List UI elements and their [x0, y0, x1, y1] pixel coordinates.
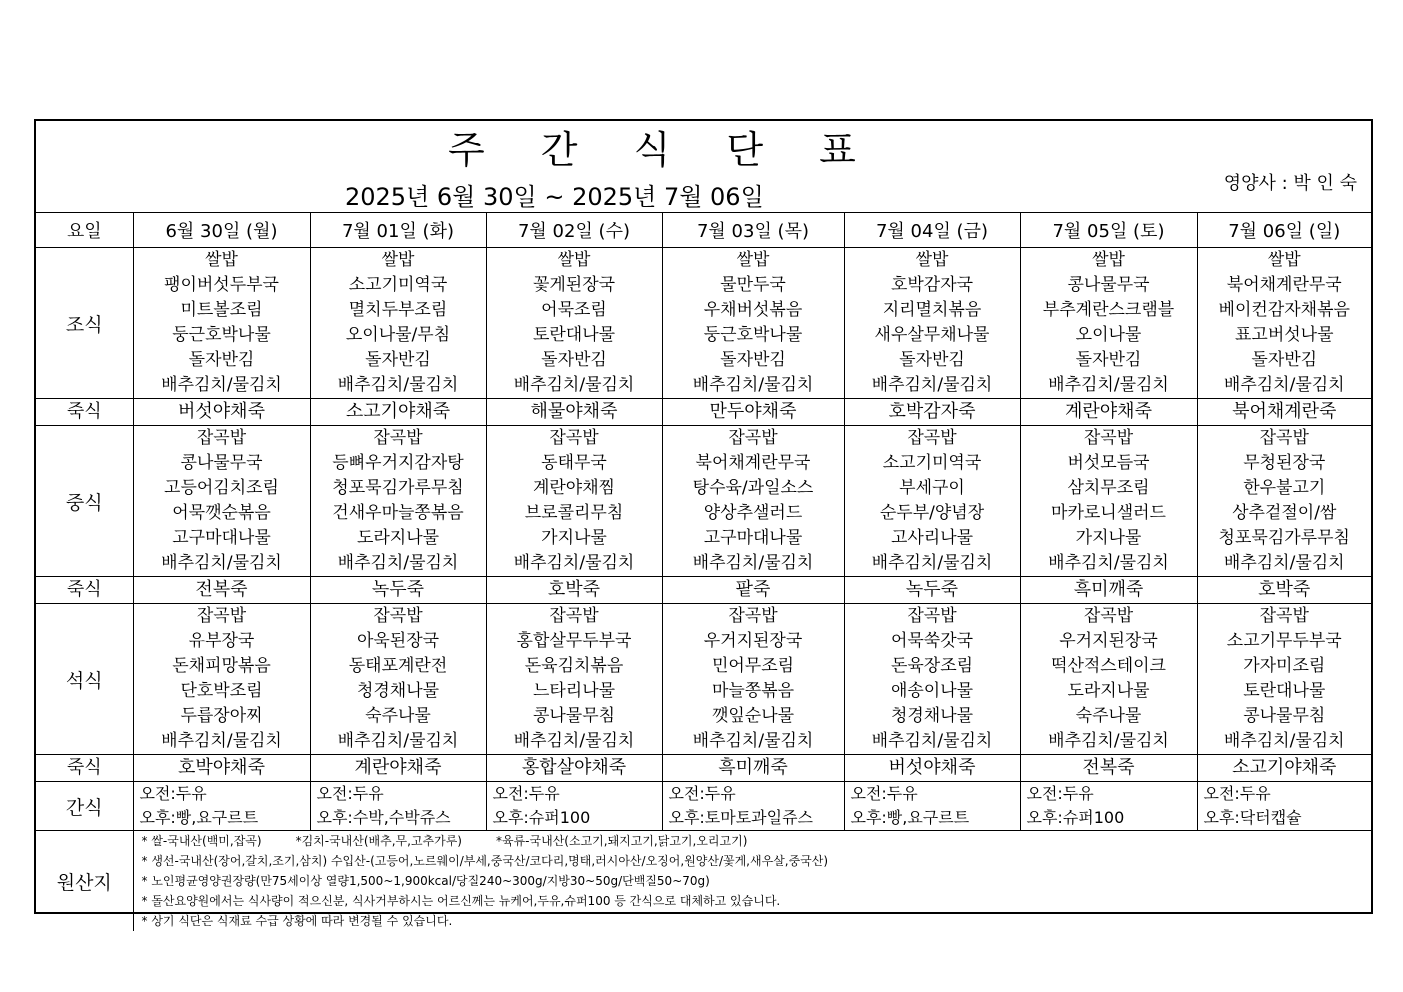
lunch-menu: 잡곡밥 동태무국 계란야채찜 브로콜리무침 가지나물 배추김치/물김치	[486, 426, 662, 577]
lunch-menu: 잡곡밥 소고기미역국 부세구이 순두부/양념장 고사리나물 배추김치/물김치	[844, 426, 1020, 577]
page-title: 주 간 식 단 표	[448, 128, 878, 172]
change-note: * 상기 식단은 식재료 수급 상황에 따라 변경될 수 있습니다.	[141, 914, 453, 928]
porridge-item: 계란야채죽	[1020, 399, 1197, 426]
origin-label: 원산지	[36, 831, 133, 932]
porridge-item: 계란야채죽	[310, 755, 486, 782]
day-header: 7월 04일 (금)	[844, 213, 1020, 248]
snack-cell: 오전:두유 오후:수박,수박쥬스	[310, 782, 486, 831]
day-header: 6월 30일 (월)	[133, 213, 310, 248]
porridge-item: 호박죽	[486, 577, 662, 604]
dietitian-name: 영양사 : 박 인 숙	[1223, 173, 1357, 194]
dinner-label: 석식	[36, 604, 133, 755]
day-header: 7월 02일 (수)	[486, 213, 662, 248]
nutrition-note: * 노인평균영양권장량(만75세이상 열량1,500~1,900kcal/당질240~300g/지방30~50g/단백질50~70g)	[141, 874, 710, 888]
menu-period: 2025년 6월 30일 ~ 2025년 7월 06일	[345, 183, 764, 211]
porridge-item: 호박감자죽	[844, 399, 1020, 426]
dinner-menu: 잡곡밥 어묵쑥갓국 돈육장조림 애송이나물 청경채나물 배추김치/물김치	[844, 604, 1020, 755]
snack-label: 간식	[36, 782, 133, 831]
porridge-item: 호박죽	[1197, 577, 1371, 604]
weekly-menu-sheet	[34, 119, 1373, 928]
lunch-row	[36, 426, 1371, 577]
lunch-porridge-row	[36, 577, 1371, 604]
day-header: 7월 06일 (일)	[1197, 213, 1371, 248]
porridge-item: 버섯야채죽	[133, 399, 310, 426]
dinner-porridge-row	[36, 755, 1371, 782]
dinner-menu: 잡곡밥 홍합살무두부국 돈육김치볶음 느타리나물 콩나물무침 배추김치/물김치	[486, 604, 662, 755]
day-header: 7월 05일 (토)	[1020, 213, 1197, 248]
origin-row	[36, 831, 1371, 932]
dinner-menu: 잡곡밥 유부장국 돈채피망볶음 단호박조림 두릅장아찌 배추김치/물김치	[133, 604, 310, 755]
lunch-menu: 잡곡밥 무청된장국 한우불고기 상추겉절이/쌈 청포묵김가루무침 배추김치/물김치	[1197, 426, 1371, 577]
dinner-row	[36, 604, 1371, 755]
breakfast-menu: 쌀밥 꽃게된장국 어묵조림 토란대나물 돌자반김 배추김치/물김치	[486, 248, 662, 399]
porridge-item: 녹두죽	[310, 577, 486, 604]
snack-cell: 오전:두유 오후:닥터캡슐	[1197, 782, 1371, 831]
porridge-label: 죽식	[36, 755, 133, 782]
breakfast-menu: 쌀밥 호박감자국 지리멸치볶음 새우살무채나물 돌자반김 배추김치/물김치	[844, 248, 1020, 399]
porridge-item: 전복죽	[133, 577, 310, 604]
lunch-menu: 잡곡밥 버섯모듬국 삼치무조림 마카로니샐러드 가지나물 배추김치/물김치	[1020, 426, 1197, 577]
breakfast-menu: 쌀밥 소고기미역국 멸치두부조림 오이나물/무침 돌자반김 배추김치/물김치	[310, 248, 486, 399]
dinner-menu: 잡곡밥 소고기무두부국 가자미조림 토란대나물 콩나물무침 배추김치/물김치	[1197, 604, 1371, 755]
origin-line: * 생선-국내산(장어,갈치,조기,삼치) 수입산-(고등어,노르웨이/부세,중국산/코다리,명태,러시아산/오징어,원양산/꽃게,새우살,중국산)	[141, 854, 829, 868]
porridge-item: 흑미깨죽	[662, 755, 844, 782]
lunch-menu: 잡곡밥 북어채계란무국 탕수육/과일소스 양상추샐러드 고구마대나물 배추김치/물김치	[662, 426, 844, 577]
porridge-item: 홍합살야채죽	[486, 755, 662, 782]
day-header: 7월 01일 (화)	[310, 213, 486, 248]
porridge-item: 호박야채죽	[133, 755, 310, 782]
breakfast-menu: 쌀밥 물만두국 우채버섯볶음 둥근호박나물 돌자반김 배추김치/물김치	[662, 248, 844, 399]
breakfast-label: 조식	[36, 248, 133, 399]
porridge-label: 죽식	[36, 399, 133, 426]
snack-cell: 오전:두유 오후:빵,요구르트	[133, 782, 310, 831]
breakfast-menu: 쌀밥 콩나물무국 부추계란스크램블 오이나물 돌자반김 배추김치/물김치	[1020, 248, 1197, 399]
origin-line: * 쌀-국내산(백미,잡곡) *김치-국내산(배추,무,고추가루) *육류-국내산(소고기,돼지고기,닭고기,오리고기)	[141, 834, 748, 848]
lunch-menu: 잡곡밥 등뼈우거지감자탕 청포묵김가루무침 건새우마늘쫑볶음 도라지나물 배추김치/물김치	[310, 426, 486, 577]
dinner-menu: 잡곡밥 아욱된장국 동태포계란전 청경채나물 숙주나물 배추김치/물김치	[310, 604, 486, 755]
day-header: 7월 03일 (목)	[662, 213, 844, 248]
snack-cell: 오전:두유 오후:슈퍼100	[486, 782, 662, 831]
porridge-item: 소고기야채죽	[310, 399, 486, 426]
breakfast-menu: 쌀밥 팽이버섯두부국 미트볼조림 둥근호박나물 돌자반김 배추김치/물김치	[133, 248, 310, 399]
snack-cell: 오전:두유 오후:슈퍼100	[1020, 782, 1197, 831]
breakfast-menu: 쌀밥 북어채계란무국 베이컨감자채볶음 표고버섯나물 돌자반김 배추김치/물김치	[1197, 248, 1371, 399]
snack-cell: 오전:두유 오후:빵,요구르트	[844, 782, 1020, 831]
breakfast-porridge-row	[36, 399, 1371, 426]
snack-row	[36, 782, 1371, 831]
dinner-menu: 잡곡밥 우거지된장국 민어무조림 마늘쫑볶음 깻잎순나물 배추김치/물김치	[662, 604, 844, 755]
porridge-item: 만두야채죽	[662, 399, 844, 426]
porridge-item: 흑미깨죽	[1020, 577, 1197, 604]
snack-cell: 오전:두유 오후:토마토과일쥬스	[662, 782, 844, 831]
breakfast-row	[36, 248, 1371, 399]
menu-table	[36, 212, 1371, 931]
lunch-menu: 잡곡밥 콩나물무국 고등어김치조림 어묵깻순볶음 고구마대나물 배추김치/물김치	[133, 426, 310, 577]
day-label: 요일	[36, 213, 133, 248]
porridge-item: 해물야채죽	[486, 399, 662, 426]
porridge-item: 버섯야채죽	[844, 755, 1020, 782]
porridge-item: 녹두죽	[844, 577, 1020, 604]
porridge-item: 북어채계란죽	[1197, 399, 1371, 426]
porridge-label: 죽식	[36, 577, 133, 604]
porridge-item: 소고기야채죽	[1197, 755, 1371, 782]
origin-notes	[133, 831, 1371, 932]
substitution-note: * 돌산요양원에서는 식사량이 적으신분, 식사거부하시는 어르신께는 뉴케어,두유,슈퍼100 등 간식으로 대체하고 있습니다.	[141, 894, 781, 908]
day-header-row	[36, 213, 1371, 248]
porridge-item: 팥죽	[662, 577, 844, 604]
header	[36, 121, 1371, 212]
dinner-menu: 잡곡밥 우거지된장국 떡산적스테이크 도라지나물 숙주나물 배추김치/물김치	[1020, 604, 1197, 755]
lunch-label: 중식	[36, 426, 133, 577]
porridge-item: 전복죽	[1020, 755, 1197, 782]
